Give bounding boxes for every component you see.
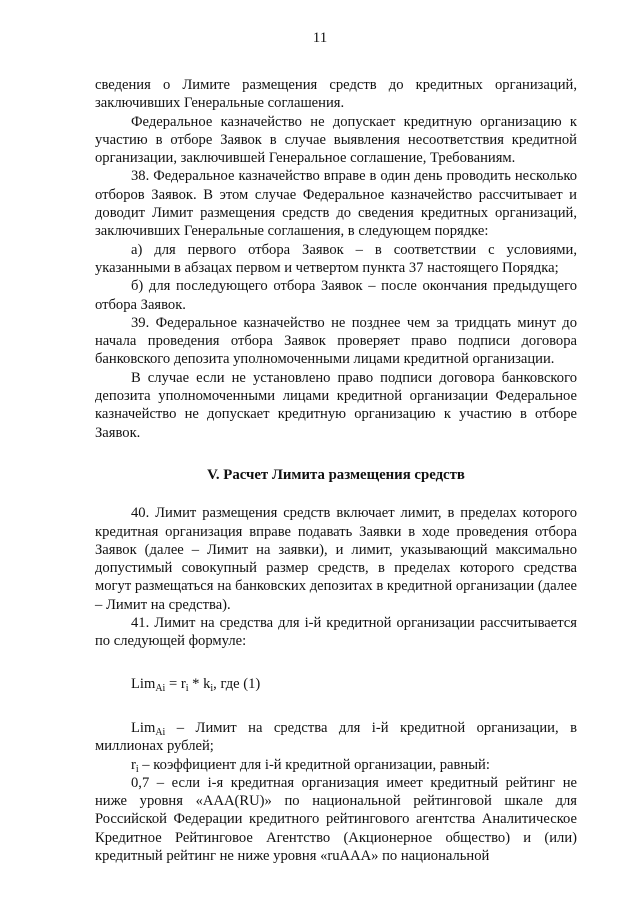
definition-lim-text: – Лимит на средства для i-й кредитной организации, в миллионах рублей; (95, 719, 577, 755)
definition-lim-symbol: Lim (131, 719, 156, 736)
definition-r-subscript: i (135, 763, 139, 775)
definition-r-text: – коэффициент для i-й кредитной организации, равный: (138, 756, 490, 773)
definition-coefficient-07: 0,7 – если i-я кредитная организация имеет кредитный рейтинг не ниже уровня «AAA(RU)» по национальной рейтинговой шкале для Российской Федерации кредитного рейтингового агентства Аналитическое Кредитное Рейтинговое Агентство (Акционерное общество) и (или) кредитный рейтинг не ниже уровня «ruAAA» по национальной (95, 774, 577, 864)
formula-lim-symbol: Lim (131, 675, 156, 692)
paragraph-41: 41. Лимит на средства для i-й кредитной организации рассчитывается по следующей формуле: (95, 615, 577, 650)
paragraph-39: 39. Федеральное казначейство не позднее чем за тридцать минут до начала проведения отбора Заявок проверяет право подписи договора банковского депозита уполномоченными лицами кредитной организации. (95, 314, 577, 368)
formula-lim (131, 675, 577, 693)
paragraph-39-b: В случае если не установлено право подписи договора банковского депозита уполномоченными лицами кредитной организации Федеральное казначейство не допускает кредитную организацию к участию в отборе Заявок. (95, 369, 577, 441)
definition-lim (95, 719, 577, 756)
paragraph-continuation: сведения о Лимите размещения средств до кредитных организаций, заключивших Генеральные соглашения. (95, 77, 577, 112)
formula-equals-r: = r (165, 675, 186, 692)
paragraph-40: 40. Лимит размещения средств включает лимит, в пределах которого кредитная организация вправе подавать Заявки в ходе проведения отбора Заявок (далее – Лимит на заявки), и лимит, указывающий максимально допустимый совокупный размер средств, в пределах которого средства могут размещаться на банковских депозитах в кредитной организации (далее – Лимит на средства). (95, 505, 577, 613)
formula-lim-subscript: Ai (155, 682, 166, 694)
formula-r-subscript: i (185, 682, 189, 694)
document-body (95, 76, 577, 865)
formula-tail: , где (1) (213, 675, 261, 692)
definition-r-symbol: r (131, 756, 136, 773)
section-title: V. Расчет Лимита размещения средств (207, 466, 465, 483)
page-number: 11 (312, 30, 328, 46)
paragraph-treasury-admission: Федеральное казначейство не допускает кредитную организацию к участию в отборе Заявок в случае выявления несоответствия кредитной организации, заключившей Генеральное соглашение, Требованиям. (95, 113, 577, 167)
definition-lim-subscript: Ai (155, 726, 166, 738)
paragraph-38-a: а) для первого отбора Заявок – в соответствии с условиями, указанными в абзацах первом и четвертом пункта 37 настоящего Порядка; (95, 241, 577, 276)
formula-k-subscript: i (210, 682, 214, 694)
paragraph-38-b: б) для последующего отбора Заявок – после окончания предыдущего отбора Заявок. (95, 278, 577, 313)
paragraph-38: 38. Федеральное казначейство вправе в один день проводить несколько отборов Заявок. В этом случае Федеральное казначейство рассчитывает и доводит Лимит размещения средств до сведения кредитных организаций, заключивших Генеральные соглашения, в следующем порядке: (95, 168, 577, 240)
definition-r (95, 756, 577, 774)
formula-times-k: * k (188, 675, 211, 692)
